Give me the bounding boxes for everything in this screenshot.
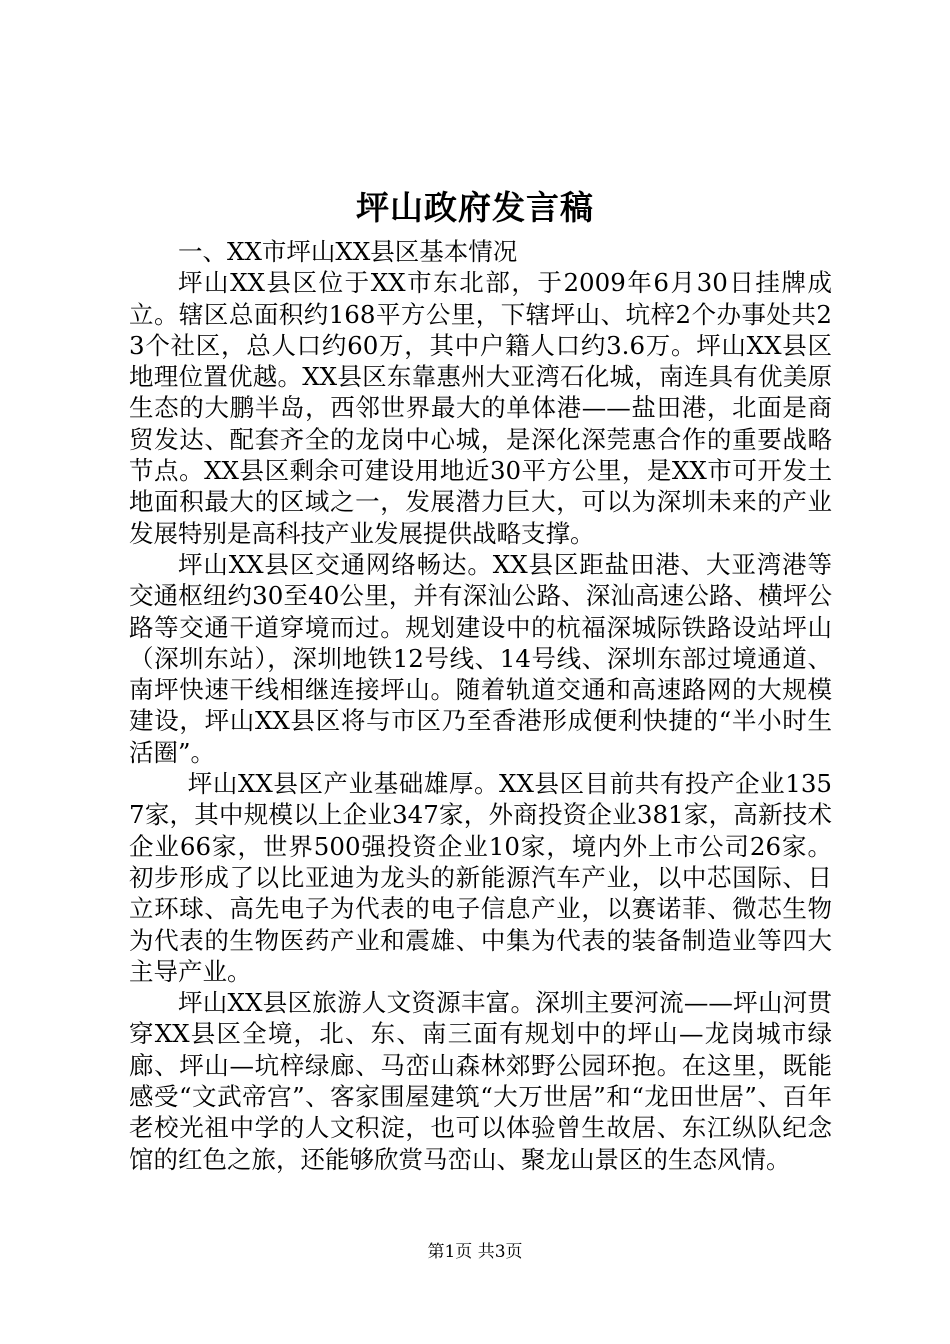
paragraph-tourism: 坪山XX县区旅游人文资源丰富。深圳主要河流——坪山河贯穿XX县区全境，北、东、南三面有规划中的坪山—龙岗城市绿廊、坪山—坑梓绿廊、马峦山森林郊野公园环抱。在这里，既能感受“文武帝宫”、客家围屋建筑“大万世居”和“龙田世居”、百年老校光祖中学的人文积淀，也可以体验曾生故居、东江纵队纪念馆的红色之旅，还能够欣赏马峦山、聚龙山景区的生态风情。 [129,988,832,1174]
section-heading: 一、XX市坪山XX县区基本情况 [178,237,518,266]
paragraph-overview: 坪山XX县区位于XX市东北部，于2009年6月30日挂牌成立。辖区总面积约168平方公里，下辖坪山、坑梓2个办事处共23个社区，总人口约60万，其中户籍人口约3.6万。坪山XX县区地理位置优越。XX县区东靠惠州大亚湾石化城，南连具有优美原生态的大鹏半岛，西邻世界最大的单体港——盐田港，北面是商贸发达、配套齐全的龙岗中心城，是深化深莞惠合作的重要战略节点。XX县区剩余可建设用地近30平方公里，是XX市可开发土地面积最大的区域之一，发展潜力巨大，可以为深圳未来的产业发展特别是高科技产业发展提供战略支撑。 [129,268,832,548]
paragraph-industry: 坪山XX县区产业基础雄厚。XX县区目前共有投产企业1357家，其中规模以上企业347家，外商投资企业381家，高新技术企业66家，世界500强投资企业10家，境内外上市公司26家。初步形成了以比亚迪为龙头的新能源汽车产业，以中芯国际、日立环球、高先电子为代表的电子信息产业，以赛诺菲、微芯生物为代表的生物医药产业和震雄、中集为代表的装备制造业等四大主导产业。 [129,769,832,986]
document-title: 坪山政府发言稿 [356,188,594,227]
page-number-footer: 第1页 共3页 [427,1242,523,1262]
paragraph-transport: 坪山XX县区交通网络畅达。XX县区距盐田港、大亚湾港等交通枢纽约30至40公里，并有深汕公路、深汕高速公路、横坪公路等交通干道穿境而过。规划建设中的杭福深城际铁路设站坪山（深圳东站），深圳地铁12号线、14号线、深圳东部过境通道、南坪快速干线相继连接坪山。随着轨道交通和高速路网的大规模建设，坪山XX县区将与市区乃至香港形成便利快捷的“半小时生活圈”。 [129,549,832,767]
document-body [129,236,832,1175]
